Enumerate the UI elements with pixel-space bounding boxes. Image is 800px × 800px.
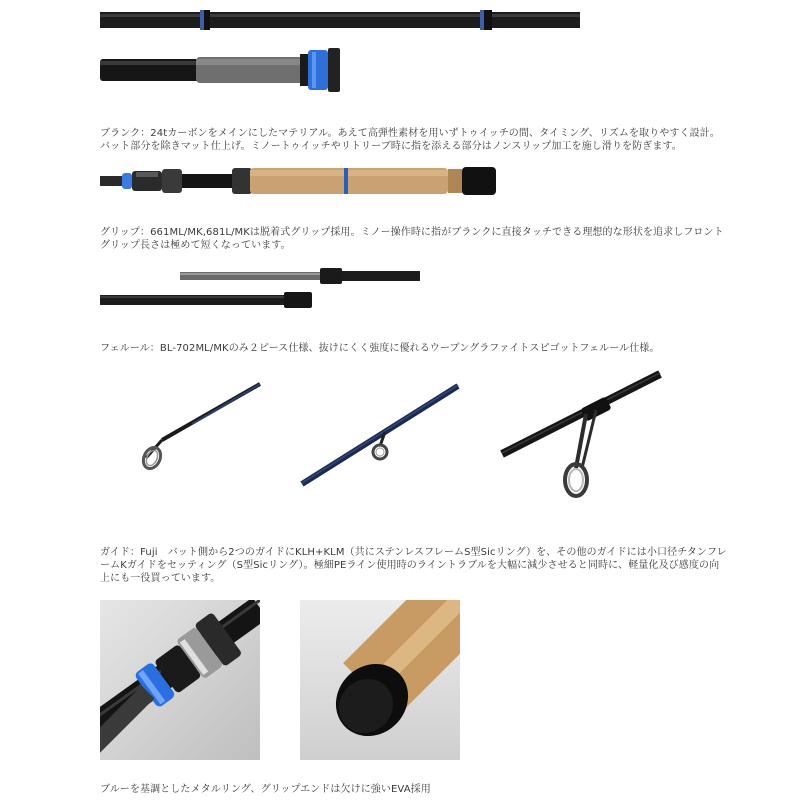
grip-description (100, 226, 724, 252)
guide-photo-3 (500, 370, 662, 510)
metal-ring-description-line-1: ブルーを基調としたメタルリング、グリップエンドは欠けに強いEVA採用 (100, 784, 431, 795)
guide-description-line-2: ームKガイドをセッティング（S型Sicリング）。極細PEライン使用時のライントラブルを大幅に減少させると同時に、軽量化及び感度の向 (100, 560, 720, 571)
grip-end-photo (300, 600, 460, 760)
blank-description-line-2: バット部分を除きマット仕上げ。ミノートゥイッチやリトリーブ時に指を添える部分はノンスリップ加工を施し滑りを防ぎます。 (100, 141, 682, 152)
ferrule-photo (100, 264, 425, 314)
guide-description (100, 546, 727, 585)
ferrule-description-line-1: フェルール：BL-702ML/MKのみ２ピース仕様、抜けにくく強度に優れるウーブングラファイトスピゴットフェルール仕様。 (100, 343, 660, 354)
rod-blank-photo (100, 0, 580, 40)
metal-ring-description (100, 783, 700, 796)
guide-photo-1 (132, 380, 262, 480)
metal-ring-photo (100, 600, 260, 760)
non-slip-butt-photo (100, 44, 345, 94)
grip-description-line-1: グリップ：661ML/MK,681L/MKは脱着式グリップ採用。ミノー操作時に指がブランクに直接タッチできる理想的な形状を追求しフロント (100, 227, 724, 238)
guide-photo-2 (300, 380, 460, 490)
blank-description (100, 127, 720, 153)
grip-description-line-2: グリップ長さは極めて短くなっています。 (100, 240, 291, 251)
guide-description-line-3: 上にも一役買っています。 (100, 573, 221, 584)
grip-photo (100, 160, 500, 202)
ferrule-description (100, 342, 700, 355)
blank-description-line-1: ブランク：24tカーボンをメインにしたマテリアル。あえて高弾性素材を用いずトゥイッチの間、タイミング、リズムを取りやすく設計。 (100, 128, 720, 139)
guide-description-line-1: ガイド：Fuji バット側から2つのガイドにKLH+KLM（共にステンレスフレームS型Sicリング）を、その他のガイドには小口径チタンフレ (100, 547, 727, 558)
